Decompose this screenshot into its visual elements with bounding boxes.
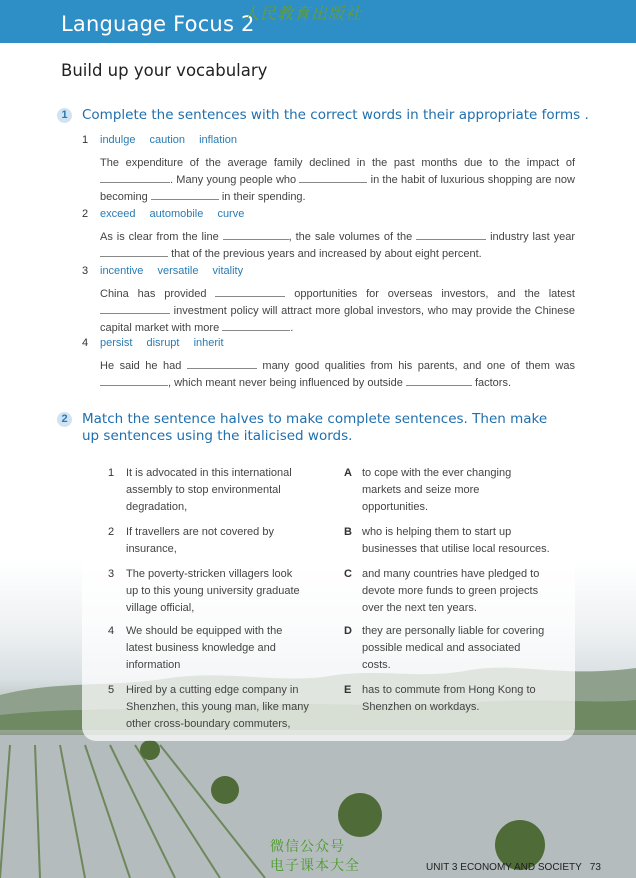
footer-unit: UNIT 3 ECONOMY AND SOCIETY — [426, 862, 582, 873]
page-title: Language Focus 2 — [61, 12, 255, 36]
match-left-number: 3 — [108, 568, 115, 580]
match-right-text: who is helping them to start up businesses that utilise local resources. — [362, 526, 550, 555]
match-left-text: Hired by a cutting edge company in Shenzhen, this young man, like many other cross-boundary commuters, — [126, 684, 309, 730]
sentence-text: that of the previous years and increased by about eight percent. — [171, 248, 482, 260]
exercise1-instruction: Complete the sentences with the correct words in their appropriate forms . — [82, 107, 589, 123]
item-number: 4 — [82, 337, 89, 349]
word-bank — [100, 337, 235, 349]
word-bank — [100, 265, 254, 277]
word-bank — [100, 134, 248, 146]
item-number: 2 — [82, 208, 89, 220]
sentence-text: factors. — [474, 377, 512, 389]
watermark-line2: 电子课本大全 — [270, 858, 360, 874]
sentence-text: in their spending. — [221, 191, 306, 203]
word-option: curve — [217, 208, 245, 220]
sentence-paragraph — [100, 228, 575, 262]
sentence-text: China has provided — [100, 288, 207, 300]
match-left-text: We should be equipped with the latest business knowledge and information — [126, 625, 283, 671]
sentence-text: , the sale volumes of the — [288, 231, 413, 243]
sentence-text: in the habit of luxurious shopping are now becoming — [100, 174, 575, 203]
watermark-line1: 微信公众号 — [270, 839, 345, 855]
match-left-number: 2 — [108, 526, 115, 538]
answer-blank[interactable] — [215, 285, 285, 297]
match-right-letter: E — [344, 684, 352, 696]
sentence-text: opportunities for overseas investors, and the latest — [294, 288, 575, 300]
sentence-paragraph — [100, 357, 575, 391]
match-right-text: and many countries have pledged to devote more funds to green projects over the next ten years. — [362, 568, 540, 614]
answer-blank[interactable] — [100, 171, 170, 183]
match-left-number: 4 — [108, 625, 115, 637]
publisher-logo: 人民教育出版社 — [243, 4, 363, 23]
word-option: indulge — [100, 134, 136, 146]
word-option: disrupt — [146, 337, 180, 349]
exercise-number-badge: 2 — [57, 412, 72, 427]
sentence-paragraph — [100, 155, 575, 205]
sentence-text: . — [290, 322, 294, 334]
page-number: 73 — [589, 862, 601, 873]
answer-blank[interactable] — [100, 302, 170, 314]
sentence-text: industry last year — [490, 231, 575, 243]
sentence-text: The expenditure of the average family declined in the past months due to the impact of — [100, 157, 575, 169]
sentence-text: He said he had — [100, 360, 182, 372]
sentence-text: As is clear from the line — [100, 231, 219, 243]
answer-blank[interactable] — [223, 228, 289, 240]
match-left-text: It is advocated in this international assembly to stop environmental degradation, — [126, 467, 292, 513]
answer-blank[interactable] — [222, 319, 290, 331]
sentence-text: , which meant never being influenced by outside — [168, 377, 403, 389]
word-option: exceed — [100, 208, 136, 220]
answer-blank[interactable] — [416, 228, 486, 240]
exercise2-instruction: Match the sentence halves to make complete sentences. Then make up sentences using the italicised words. — [82, 411, 548, 444]
section-title: Build up your vocabulary — [61, 61, 268, 80]
word-option: vitality — [212, 265, 244, 277]
match-left-number: 5 — [108, 684, 115, 696]
sentence-text: . Many young people who — [170, 174, 297, 186]
word-bank — [100, 208, 255, 220]
word-option: inflation — [199, 134, 238, 146]
match-left-number: 1 — [108, 467, 115, 479]
word-option: incentive — [100, 265, 144, 277]
answer-blank[interactable] — [299, 171, 367, 183]
answer-blank[interactable] — [187, 357, 257, 369]
word-option: inherit — [193, 337, 224, 349]
answer-blank[interactable] — [406, 374, 472, 386]
exercise-number-badge: 1 — [57, 108, 72, 123]
word-option: automobile — [149, 208, 204, 220]
match-right-letter: B — [344, 526, 352, 538]
answer-blank[interactable] — [100, 374, 168, 386]
sentence-text: many good qualities from his parents, and one of them was — [262, 360, 575, 372]
item-number: 3 — [82, 265, 89, 277]
sentence-text: investment policy will attract more global investors, who may provide the Chinese capital market with more — [100, 305, 575, 334]
answer-blank[interactable] — [100, 245, 168, 257]
match-right-text: they are personally liable for covering possible medical and associated costs. — [362, 625, 545, 671]
word-option: persist — [100, 337, 133, 349]
item-number: 1 — [82, 134, 89, 146]
match-right-text: to cope with the ever changing markets and seize more opportunities. — [362, 467, 512, 513]
word-option: caution — [149, 134, 186, 146]
match-right-letter: C — [344, 568, 352, 580]
sentence-paragraph — [100, 285, 575, 336]
header-bar — [0, 0, 636, 43]
answer-blank[interactable] — [151, 188, 219, 200]
match-right-text: has to commute from Hong Kong to Shenzhen on workdays. — [362, 684, 536, 713]
match-left-text: If travellers are not covered by insurance, — [126, 526, 274, 555]
match-right-letter: D — [344, 625, 352, 637]
match-left-text: The poverty-stricken villagers look up to this young university graduate village official, — [126, 568, 300, 614]
page-footer — [426, 862, 601, 873]
match-right-letter: A — [344, 467, 352, 479]
word-option: versatile — [157, 265, 199, 277]
